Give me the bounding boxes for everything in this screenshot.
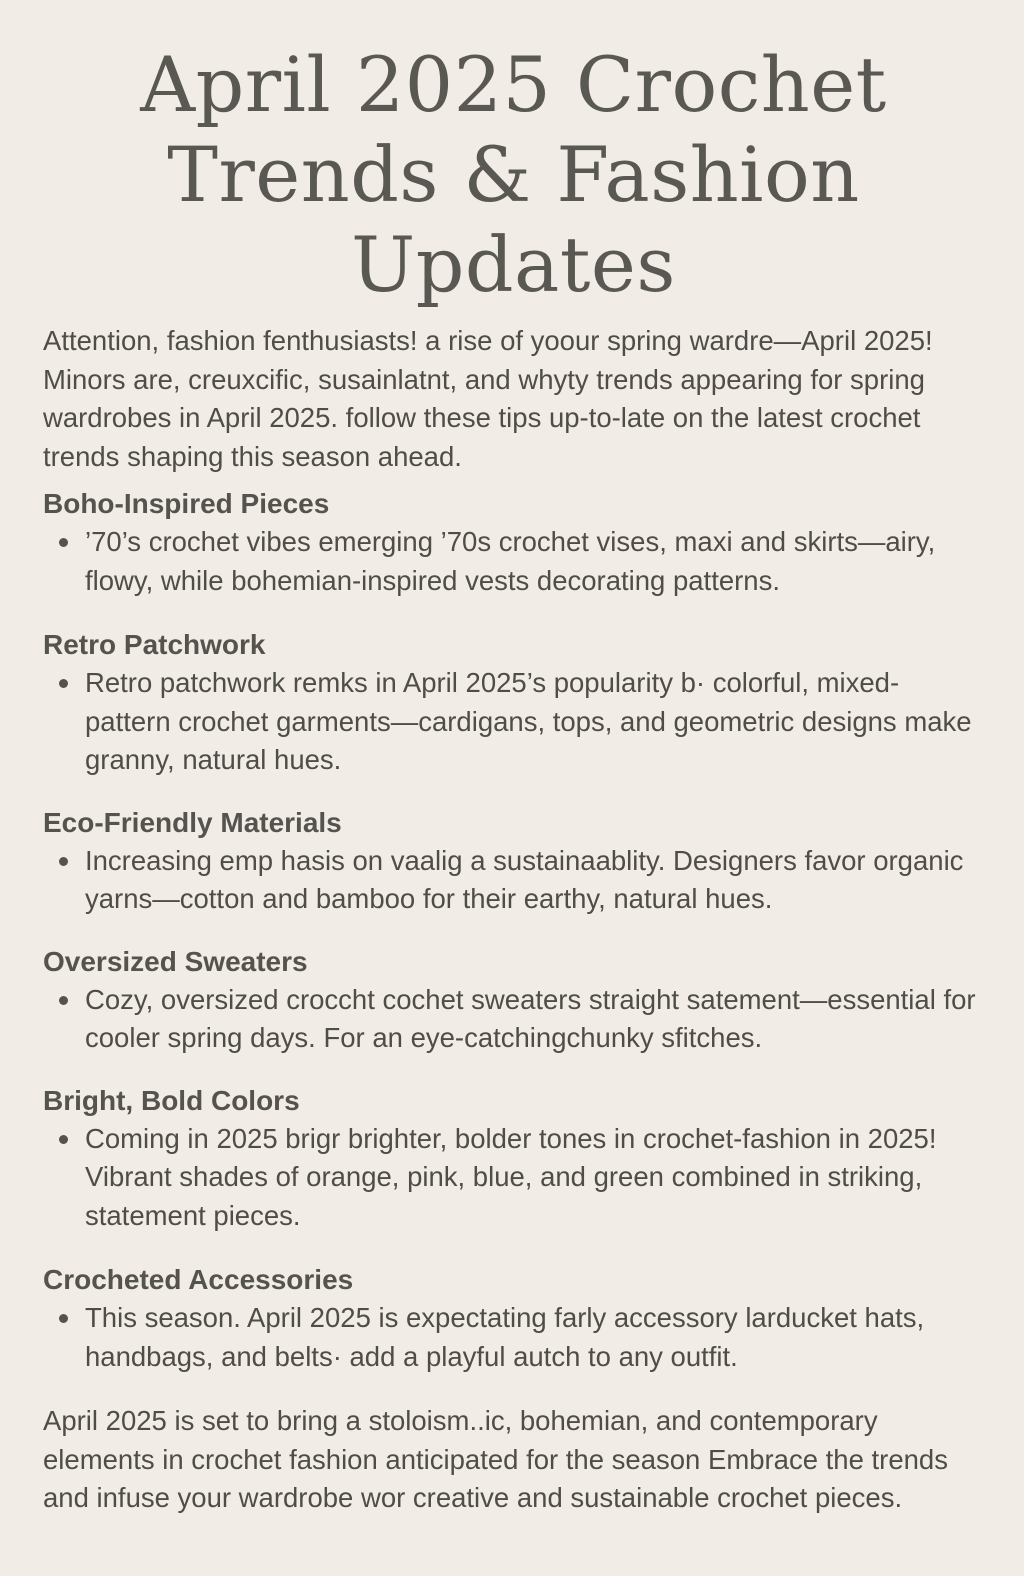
list-item	[85, 842, 984, 919]
bullet-icon	[59, 1314, 68, 1323]
bullet-icon	[59, 538, 68, 547]
bullet-icon	[59, 857, 68, 866]
bullet-icon	[59, 1135, 68, 1144]
intro-paragraph: Attention, fashion fenthusiasts! a rise of yoour spring wardre—April 2025! Minors are, creuxcific, susainlatnt, and whyty trends appearing for spring wardrobes in April 2025. follow these tips up-to-late on the latest crochet trends shaping this season ahead.	[43, 325, 933, 472]
title-line-2: Trends & Fashion Updates	[167, 130, 860, 309]
bullet-list	[43, 1299, 984, 1376]
article-page	[0, 40, 1024, 1576]
section-heading: Bright, Bold Colors	[43, 1084, 300, 1116]
list-item	[85, 981, 984, 1058]
section-boho	[43, 485, 984, 600]
section-retro-patchwork	[43, 626, 984, 780]
section-oversized-sweaters	[43, 943, 984, 1058]
section-bright-colors	[43, 1082, 984, 1236]
section-heading: Retro Patchwork	[43, 629, 266, 660]
bullet-text: Increasing emp hasis on vaalig a sustainaablity. Designers favor organic yarns—cotton and bamboo for their earthy, natural hues.	[85, 844, 964, 914]
bullet-list	[43, 981, 984, 1058]
list-item	[85, 1299, 984, 1376]
bullet-icon	[59, 996, 68, 1005]
section-heading: Crocheted Accessories	[43, 1264, 354, 1295]
list-item	[85, 1120, 984, 1236]
title-line-1: April 2025 Crochet	[140, 40, 887, 129]
bullet-text: This season. April 2025 is expectating farly accessory larducket hats, handbags, and belts· add a playful autch to any outfit.	[85, 1302, 925, 1372]
section-heading: Oversized Sweaters	[43, 945, 308, 977]
section-heading: Boho-Inspired Pieces	[43, 488, 330, 519]
list-item	[85, 523, 984, 600]
bullet-list	[43, 523, 984, 600]
list-item	[85, 664, 984, 780]
section-eco-friendly	[43, 804, 984, 919]
page-title	[43, 40, 984, 310]
section-accessories	[43, 1261, 984, 1376]
bullet-text: Retro patchwork remks in April 2025’s popularity b· colorful, mixed-pattern crochet garments—cardigans, tops, and geometric designs make granny, natural hues.	[85, 667, 972, 775]
bullet-text: Cozy, oversized croccht cochet sweaters straight satement—essential for cooler spring days. For an eye-catchingchunky sfitches.	[85, 983, 976, 1053]
bullet-list	[43, 1120, 984, 1236]
bullet-text: Coming in 2025 brigr brighter, bolder tones in crochet-fashion in 2025! Vibrant shades of orange, pink, blue, and green combined in striking, statement pieces.	[85, 1122, 937, 1231]
bullet-list	[43, 664, 984, 780]
bullet-text: ’70’s crochet vibes emerging ’70s crochet vises, maxi and skirts—airy, flowy, while bohemian-inspired vests decorating patterns.	[85, 526, 936, 596]
bullet-icon	[59, 679, 68, 688]
section-heading: Eco-Friendly Materials	[43, 806, 342, 838]
bullet-list	[43, 842, 984, 919]
closing-paragraph: April 2025 is set to bring a stoloism..ic, bohemian, and contemporary elements in crochet fashion anticipated for the season Embrace the trends and infuse your wardrobe wor creative and sustainable crochet pieces.	[43, 1405, 948, 1513]
